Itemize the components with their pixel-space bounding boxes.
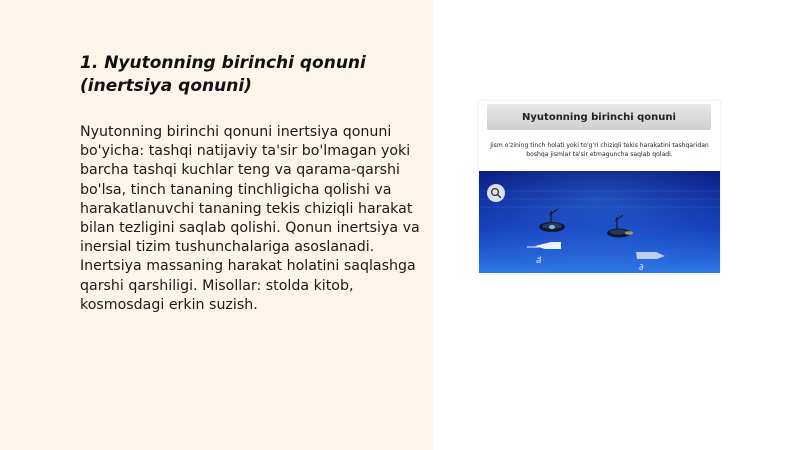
space-scene (479, 171, 720, 273)
figure-caption: Jism o'zining tinch holati yoki to'g'ri chiziqli tekis harakatini tashqaridan boshqa jismlar ta'sir etmaguncha saqlab qoladi. (490, 142, 709, 158)
vector-label-left: a⃗ (536, 256, 542, 266)
slide-body-text: Nyutonning birinchi qonuni inertsiya qonuni bo'yicha: tashqi natijaviy ta'sir bo'lmagan yoki barcha tashqi kuchlar teng va qarama-qarshi bo'lsa, tinch tananing tinchligicha qolishi va harakatlanuvchi tananing tekis chiziqli harakat bilan tezligini saqlab qolishi. Qonun inertsiya va inersial tizim tushunchalariga asoslanadi. Inertsiya massaning harakat holatini saqlashga qarshi qarshiligi. Misollar: stolda kitob, kosmosdagi erkin suzish. (80, 124, 420, 313)
newton-law-illustration (479, 101, 720, 273)
figure-header: Nyutonning birinchi qonuni (487, 104, 711, 130)
slide-title: 1. Nyutonning birinchi qonuni (inertsiya qonuni) (80, 53, 366, 96)
lens-search-icon (490, 187, 502, 199)
vector-label-right: ∂ (639, 263, 644, 273)
zoom-search-icon[interactable] (487, 184, 505, 202)
